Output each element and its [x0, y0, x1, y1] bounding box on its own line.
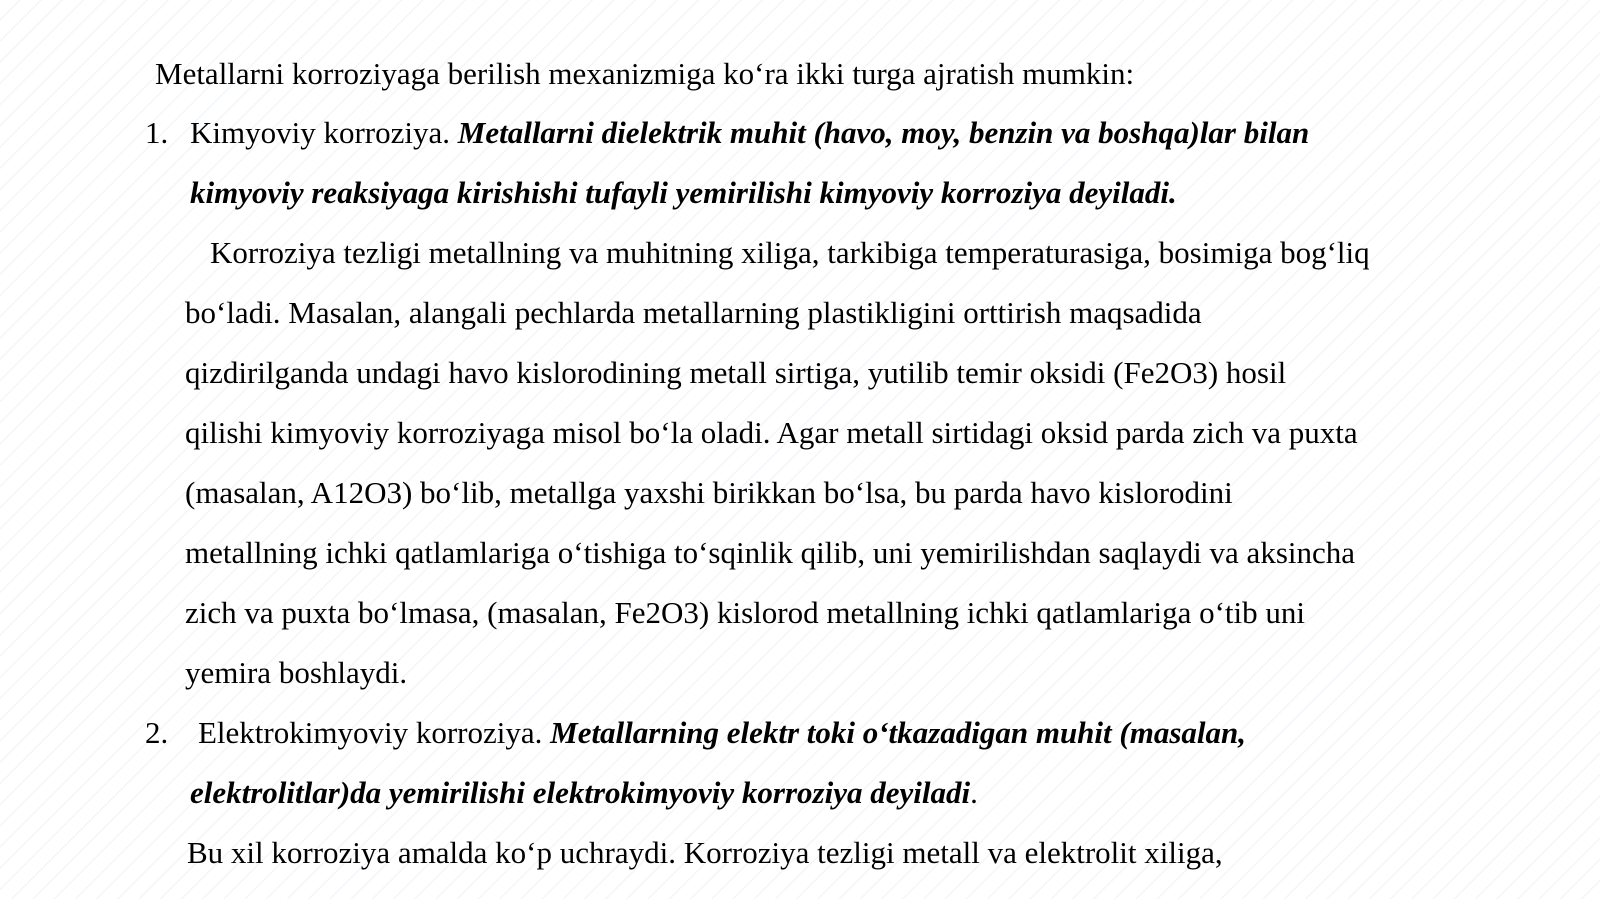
item1-body-line: yemira boshlaydi.	[185, 655, 408, 690]
item2-definition-part1: Metallarning elektr toki oʻtkazadigan muhit (masalan,	[550, 715, 1247, 750]
item2-definition-part2: elektrolitlar)da yemirilishi elektrokimyoviy korroziya deyiladi	[190, 775, 971, 810]
item1-definition-part2: kimyoviy reaksiyaga kirishishi tufayli yemirilishi kimyoviy korroziya deyiladi.	[190, 175, 1177, 210]
item2-title: Elektrokimyoviy korroziya.	[198, 715, 543, 750]
item1-definition-part1: Metallarni dielektrik muhit (havo, moy, benzin va boshqa)lar bilan	[457, 115, 1310, 150]
list-number-2: 2.	[145, 715, 169, 750]
item2-definition-line	[190, 773, 978, 813]
item1-body-line: zich va puxta boʻlmasa, (masalan, Fe2O3) kislorod metallning ichki qatlamlariga oʻtib uni	[185, 595, 1306, 630]
item1-heading-line	[190, 113, 1309, 153]
item1-title: Kimyoviy korroziya.	[190, 115, 451, 150]
list-number-1: 1.	[145, 115, 169, 150]
intro-paragraph: Metallarni korroziyaga berilish mexanizmiga koʻra ikki turga ajratish mumkin:	[155, 56, 1135, 91]
item1-body-line: qilishi kimyoviy korroziyaga misol boʻla oladi. Agar metall sirtidagi oksid parda zich va puxta	[185, 415, 1358, 450]
item2-body-line: Bu xil korroziya amalda koʻp uchraydi. Korroziya tezligi metall va elektrolit xiliga,	[187, 835, 1223, 870]
item1-body-line: metallning ichki qatlamlariga oʻtishiga toʻsqinlik qilib, uni yemirilishdan saqlaydi va aksincha	[185, 535, 1356, 570]
item1-body-line: (masalan, A12O3) boʻlib, metallga yaxshi birikkan boʻlsa, bu parda havo kislorodini	[185, 475, 1233, 510]
item1-body-line: qizdirilganda undagi havo kislorodining metall sirtiga, yutilib temir oksidi (Fe2O3) hosil	[185, 355, 1287, 390]
item1-body-line: boʻladi. Masalan, alangali pechlarda metallarning plastikligini orttirish maqsadida	[185, 295, 1202, 330]
item2-definition-period: .	[970, 775, 978, 810]
item1-body-line: Korroziya tezligi metallning va muhitning xiliga, tarkibiga temperaturasiga, bosimiga bogʻliq	[210, 235, 1370, 270]
item2-heading-line	[198, 713, 1246, 753]
